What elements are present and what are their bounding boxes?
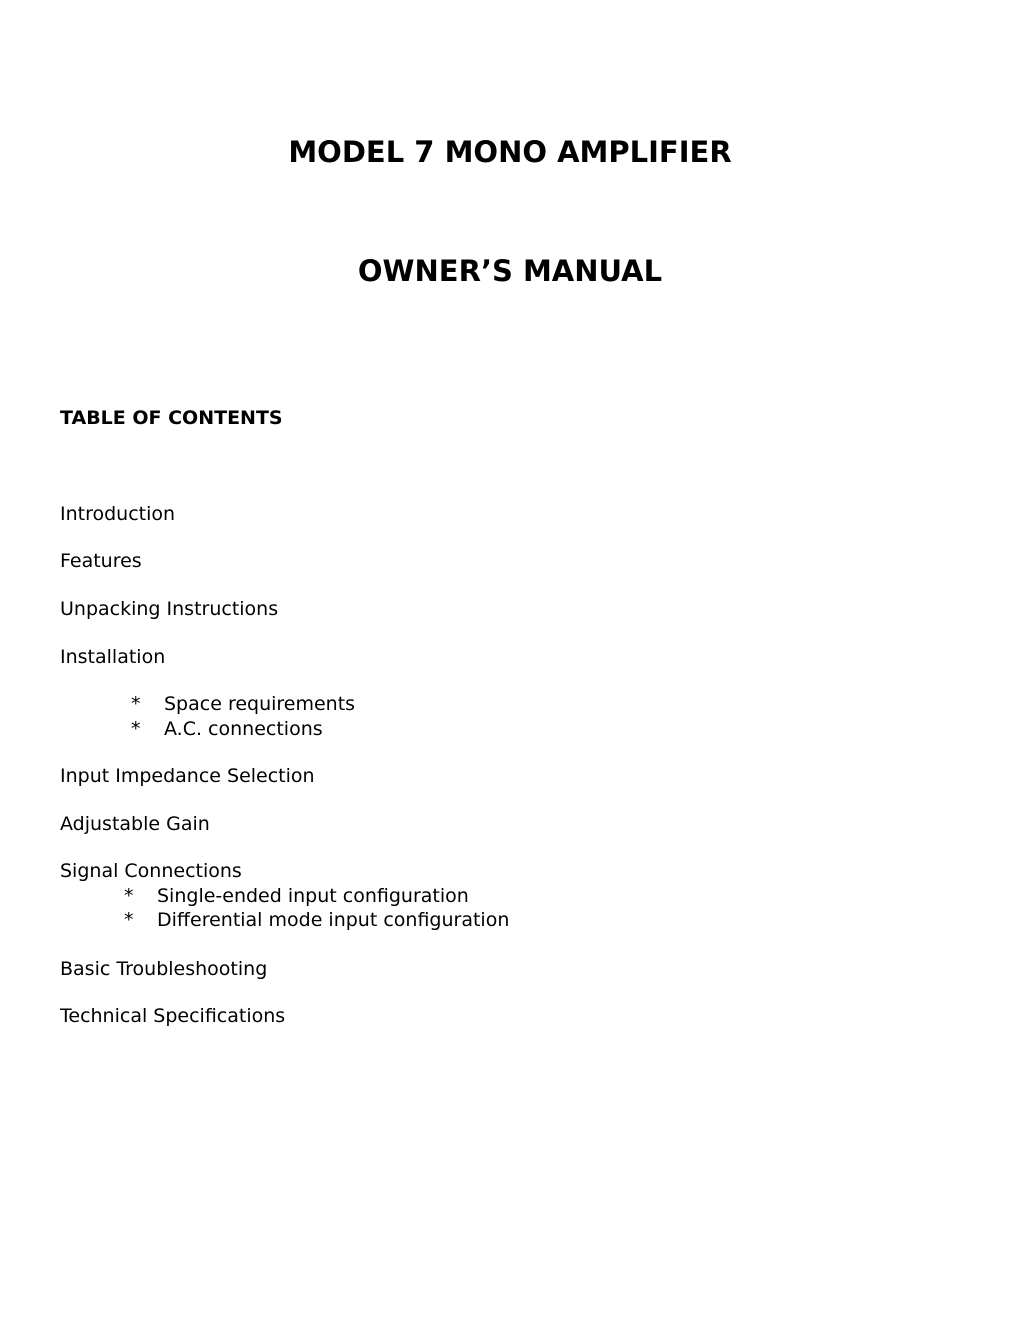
toc-entry-input-impedance-selection: Input Impedance Selection xyxy=(60,765,315,787)
toc-subentry-label: Differential mode input configuration xyxy=(157,909,510,931)
toc-subentry-differential-mode-input xyxy=(124,911,509,930)
toc-subentry-label: Space requirements xyxy=(164,693,356,715)
bullet-marker: * xyxy=(131,693,141,715)
toc-subentry-ac-connections xyxy=(131,720,323,739)
toc-entry-unpacking-instructions: Unpacking Instructions xyxy=(60,598,279,620)
document-subtitle: OWNER’S MANUAL xyxy=(357,254,663,288)
toc-subentry-label: Single-ended input configuration xyxy=(157,885,469,907)
document-title: MODEL 7 MONO AMPLIFIER xyxy=(288,135,732,169)
toc-subentry-single-ended-input xyxy=(124,887,469,906)
toc-entry-installation: Installation xyxy=(60,646,166,668)
toc-entry-basic-troubleshooting: Basic Troubleshooting xyxy=(60,958,268,980)
toc-entry-adjustable-gain: Adjustable Gain xyxy=(60,813,210,835)
toc-subentry-label: A.C. connections xyxy=(164,718,323,740)
toc-entry-introduction: Introduction xyxy=(60,503,176,525)
toc-entry-technical-specifications: Technical Specifications xyxy=(60,1005,286,1027)
toc-entry-features: Features xyxy=(60,550,142,572)
bullet-marker: * xyxy=(124,909,134,931)
toc-subentry-space-requirements xyxy=(131,695,355,714)
toc-heading: TABLE OF CONTENTS xyxy=(60,407,283,429)
bullet-marker: * xyxy=(131,718,141,740)
bullet-marker: * xyxy=(124,885,134,907)
toc-entry-signal-connections: Signal Connections xyxy=(60,860,242,882)
